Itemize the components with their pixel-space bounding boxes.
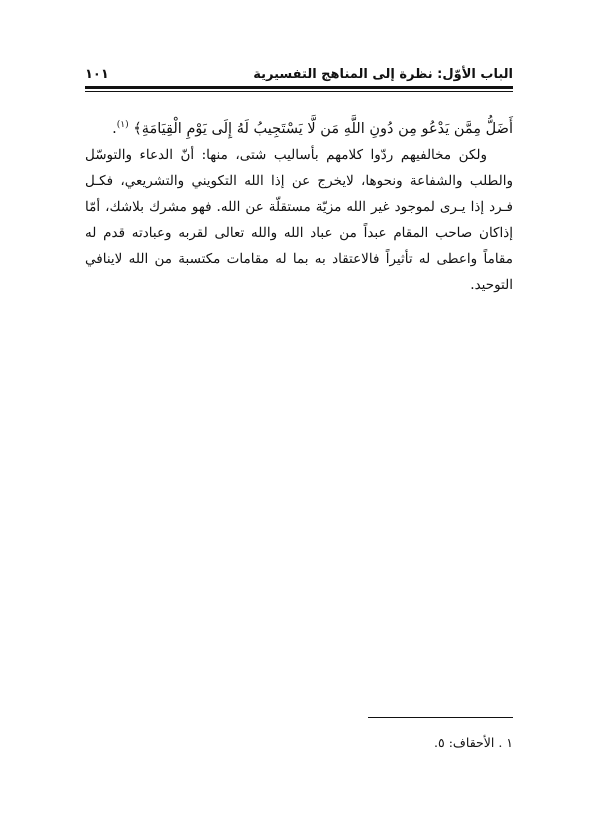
footnote: ١ . الأحقاف: ٥. — [434, 735, 513, 750]
quran-verse — [85, 112, 513, 142]
header-rule-thin — [85, 91, 513, 92]
page-number: ١٠١ — [85, 67, 109, 82]
header-rule-thick — [85, 86, 513, 89]
footnote-separator — [368, 717, 513, 718]
body-text — [85, 112, 513, 298]
body-paragraph: ولكن مخالفيهم ردّوا كلامهم بأساليب شتى، منها: أنّ الدعاء والتوسّل والطلب والشفاعة ونحوها، لايخرج عن إذا الله التكويني والتشريعي، فكـل فـرد إذا يـرى لموجود غير الله مزيّة مستقلّة عن الله. فهو مشرك بلاشك، أمّا إذاكان صاحب المقام عبداً من عباد الله والله تعالى لقربه وعبادته قدم له مقاماً واعطى له تأثيراً فالاعتقاد به بما له مقامات مكتسبة من الله لاينافي التوحيد. — [85, 146, 513, 293]
page-header — [85, 58, 513, 82]
footnote-reference: (١) — [116, 120, 129, 130]
running-head: الباب الأوّل: نظرة إلى المناهج التفسيرية — [253, 67, 513, 82]
verse-text: أَضَلُّ مِمَّن يَدْعُو مِن دُونِ اللَّهِ مَن لَّا يَسْتَجِيبُ لَهُ إِلَى يَوْمِ الْقِيَامَةِ﴾ — [133, 120, 513, 137]
verse-end: . — [112, 120, 117, 137]
